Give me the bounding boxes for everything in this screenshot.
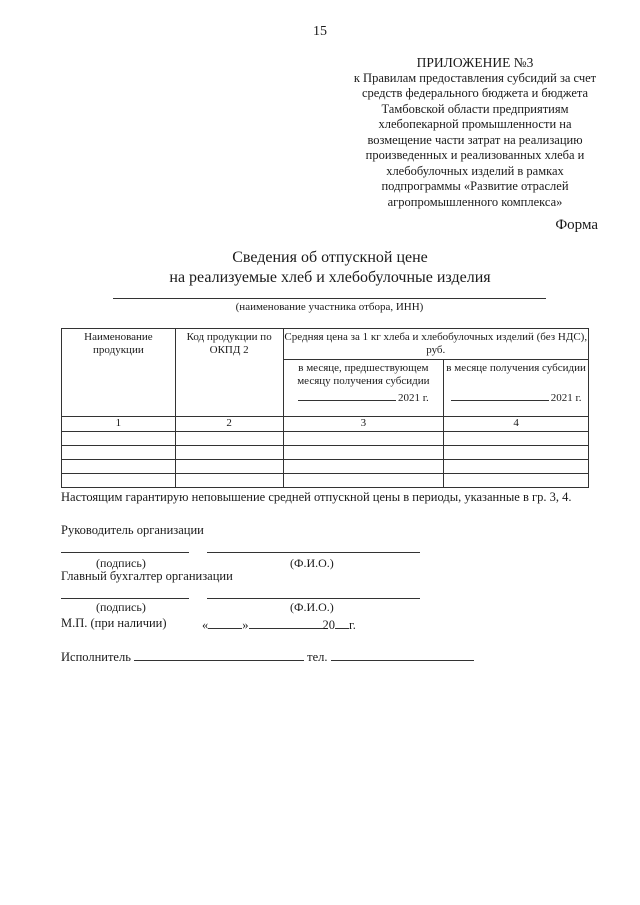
phone-label: тел. [307,650,328,664]
executor-label: Исполнитель [61,650,131,664]
accountant-name-line[interactable] [207,598,420,599]
table-cell[interactable] [175,446,283,460]
phone-line[interactable] [331,648,474,661]
table-row [62,432,589,446]
signature-caption: (подпись) [96,556,146,570]
executor-name-line[interactable] [134,648,304,661]
participant-caption: (наименование участника отбора, ИНН) [235,301,424,313]
table-cell[interactable] [283,460,444,474]
appendix-line: агропромышленного комплекса» [387,194,563,209]
head-signature-line[interactable] [61,552,189,553]
appendix-line: произведенных и реализованных хлеба и [365,148,585,162]
appendix-block [335,55,615,210]
accountant-label: Главный бухгалтер организации [61,569,233,583]
participant-name-line [113,298,546,299]
document-title-line1: Сведения об отпускной цене [232,249,428,266]
year-suffix: 2021 г. [550,392,582,404]
appendix-line: Тамбовской области предприятиям [381,101,569,116]
table-cell[interactable] [175,432,283,446]
table-cell[interactable] [62,474,176,488]
appendix-line: подпрограммы «Развитие отраслей [381,179,569,193]
table-cell[interactable] [444,432,589,446]
header-previous-month-label: в месяце, предшествующем месяцу получения субсидии [297,362,430,387]
column-number: 1 [62,417,176,432]
date-close-quote: » [242,618,249,632]
head-name-line[interactable] [207,552,420,553]
form-label: Форма [555,217,598,233]
date-year-prefix: 20 [322,618,335,632]
column-number: 4 [444,417,589,432]
header-product-name: Наименование продукции [62,329,176,417]
month-blank-line [451,390,549,401]
column-number: 2 [175,417,283,432]
table-cell[interactable] [175,474,283,488]
page-number: 15 [313,24,327,39]
document-title-line2: на реализуемые хлеб и хлебобулочные изделия [169,269,491,286]
executor-field [61,648,474,665]
appendix-title: ПРИЛОЖЕНИЕ №3 [416,55,534,70]
table-cell[interactable] [62,460,176,474]
year-suffix: 2021 г. [397,392,429,404]
name-caption: (Ф.И.О.) [290,600,334,614]
table-cell[interactable] [283,474,444,488]
head-label: Руководитель организации [61,523,204,537]
guarantee-statement: Настоящим гарантирую неповышение средней отпускной цены в периоды, указанные в гр. 3, 4. [61,490,572,504]
month-blank[interactable] [249,616,323,629]
table-cell[interactable] [444,460,589,474]
table-cell[interactable] [283,446,444,460]
month-blank-line [298,390,396,401]
table-cell[interactable] [62,432,176,446]
day-blank[interactable] [208,616,242,629]
header-previous-month [283,360,444,417]
accountant-signature-line[interactable] [61,598,189,599]
header-average-price: Средняя цена за 1 кг хлеба и хлебобулочных изделий (без НДС), руб. [283,329,589,360]
year-blank[interactable] [335,616,349,629]
price-table [61,328,589,488]
table-cell[interactable] [444,446,589,460]
table-cell[interactable] [444,474,589,488]
table-cell[interactable] [175,460,283,474]
table-cell[interactable] [62,446,176,460]
appendix-line: хлебопекарной промышленности на [378,117,572,131]
document-title [0,248,640,288]
stamp-label: М.П. (при наличии) [61,616,167,630]
name-caption: (Ф.И.О.) [290,556,334,570]
date-open-quote: « [202,618,209,632]
header-okpd-code: Код продукции по ОКПД 2 [175,329,283,417]
table-row [62,446,589,460]
signature-caption: (подпись) [96,600,146,614]
date-year-suffix: г. [349,618,356,632]
table-cell[interactable] [283,432,444,446]
header-current-month [444,360,589,417]
table-row [62,474,589,488]
appendix-line: хлебобулочных изделий в рамках [386,163,564,178]
appendix-line: средств федерального бюджета и бюджета [361,86,589,100]
header-current-month-label: в месяце получения субсидии [446,362,586,374]
table-row [62,460,589,474]
column-number: 3 [283,417,444,432]
date-field [202,616,356,633]
appendix-line: возмещение части затрат на реализацию [367,132,583,147]
appendix-line: к Правилам предоставления субсидий за счет [353,70,597,85]
